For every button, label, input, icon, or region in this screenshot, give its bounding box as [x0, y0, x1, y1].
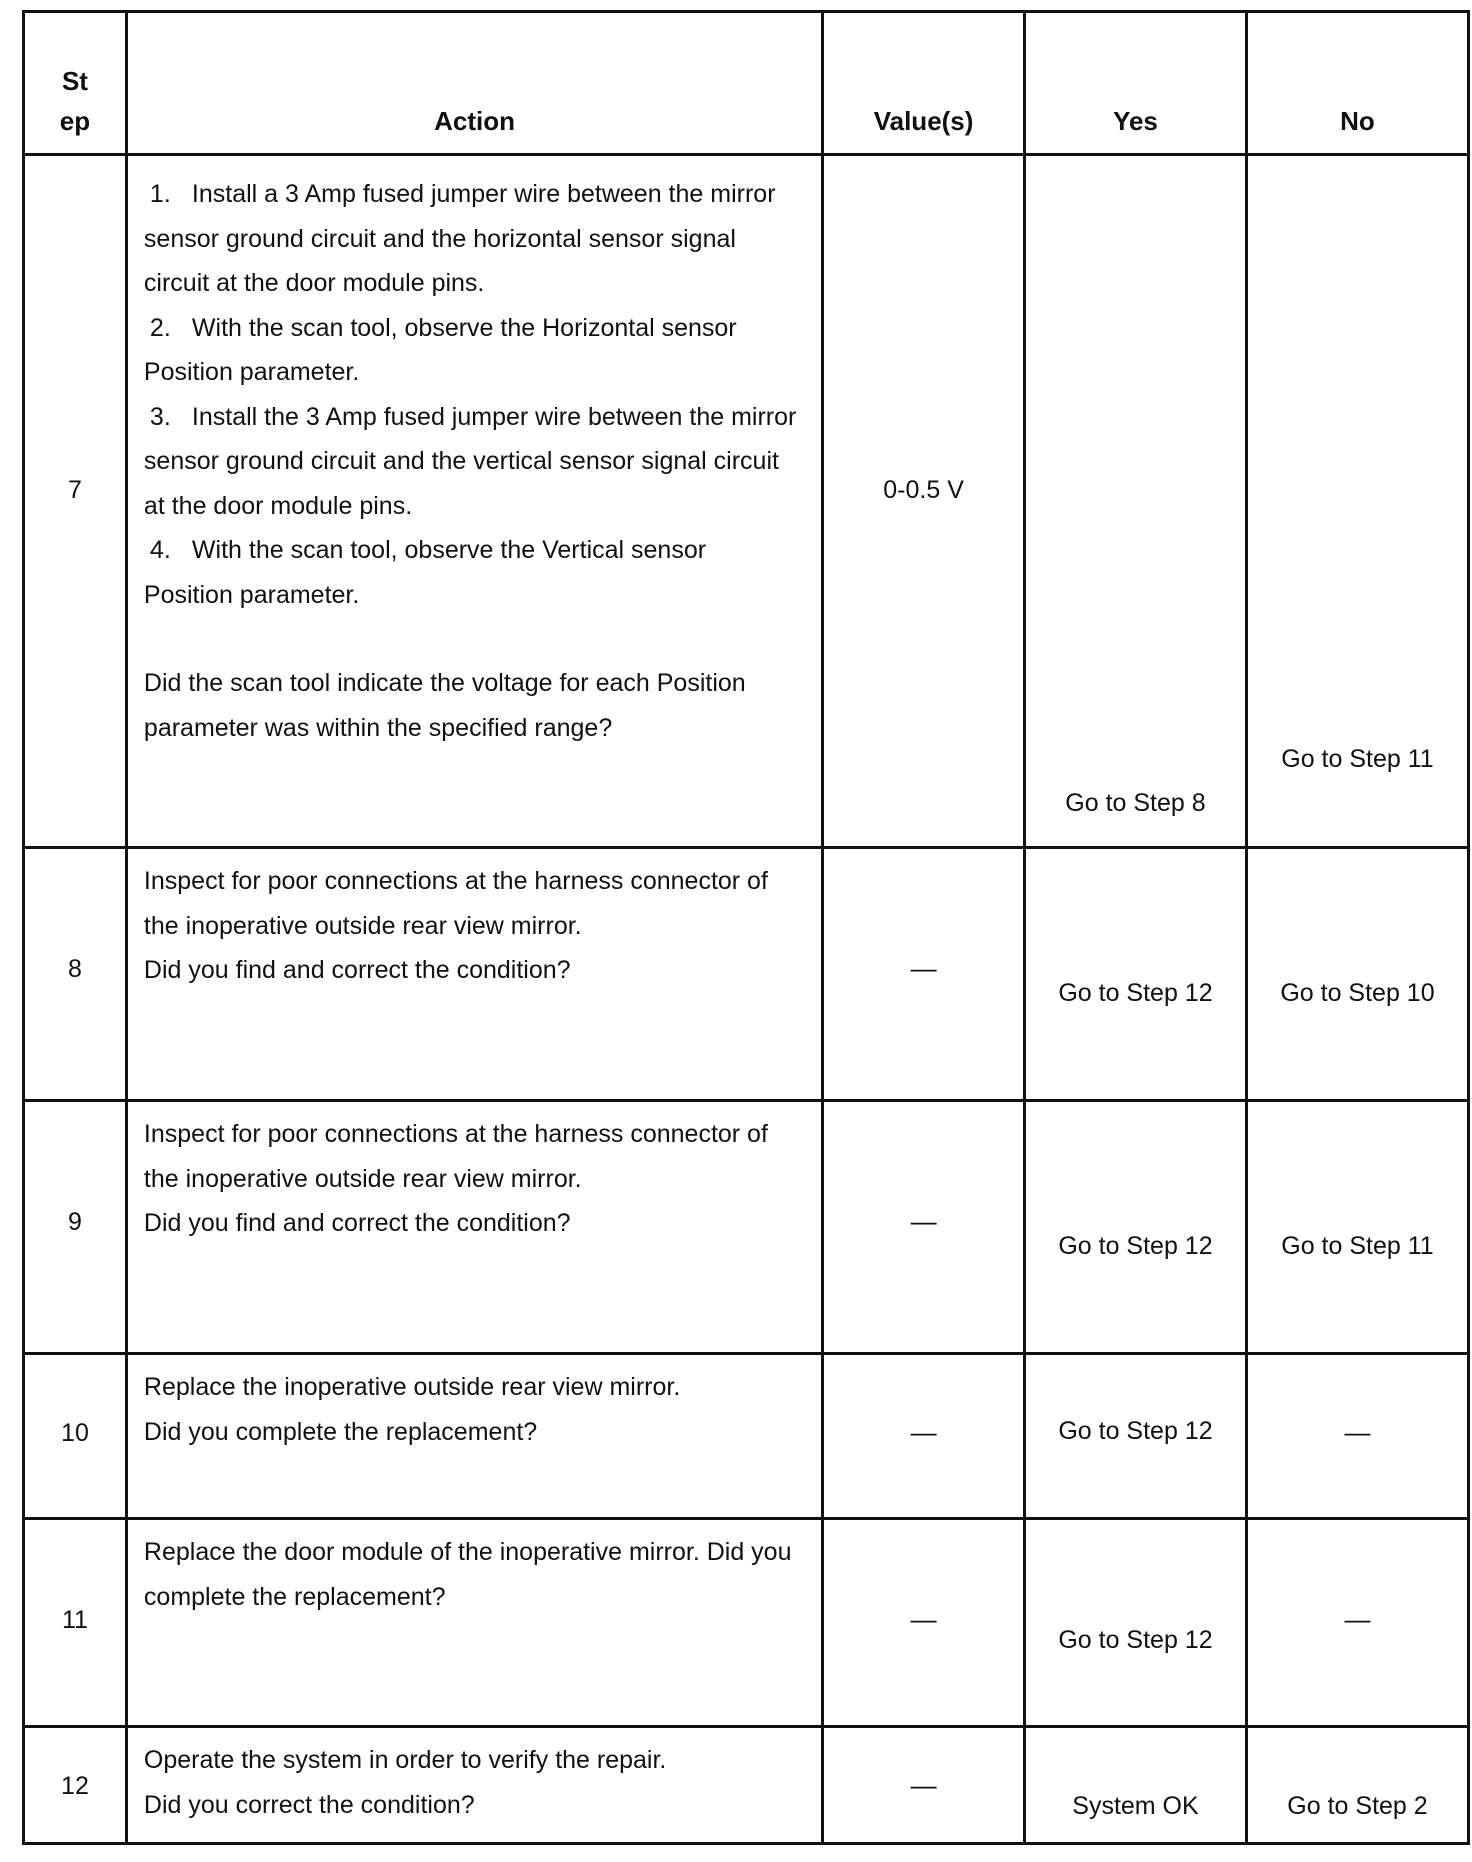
step-cell — [24, 1727, 127, 1844]
yes-cell — [1024, 155, 1246, 848]
value-cell — [823, 848, 1025, 1101]
header-action — [126, 12, 822, 155]
yes-text: Go to Step 8 — [1065, 789, 1206, 817]
action-text: Replace the inoperative outside rear view mirror. Did you complete the replacement? — [143, 1373, 681, 1446]
step-cell — [24, 1519, 127, 1727]
table-row — [24, 1727, 1469, 1844]
header-step — [24, 12, 127, 155]
yes-text: Go to Step 12 — [1058, 1626, 1213, 1654]
no-text: Go to Step 10 — [1280, 979, 1435, 1007]
yes-cell — [1024, 848, 1246, 1101]
value-text: — — [910, 1206, 937, 1236]
value-cell — [823, 1727, 1025, 1844]
no-cell — [1246, 155, 1468, 848]
value-cell — [823, 1519, 1025, 1727]
yes-text: Go to Step 12 — [1058, 1232, 1213, 1260]
header-yes-label: Yes — [1113, 106, 1158, 136]
header-row — [24, 12, 1469, 155]
action-item: 3. Install the 3 Amp fused jumper wire between the mirror sensor ground circuit and the vertical sensor signal circuit at the door module pins. — [143, 402, 797, 520]
yes-cell — [1024, 1727, 1246, 1844]
step-cell — [24, 1101, 127, 1354]
action-cell — [126, 1101, 822, 1354]
value-cell — [823, 1101, 1025, 1354]
no-cell — [1246, 1101, 1468, 1354]
step-number: 8 — [68, 955, 82, 983]
action-question: Did the scan tool indicate the voltage for each Position parameter was within the specified range? — [143, 669, 746, 742]
step-cell — [24, 1354, 127, 1519]
value-text: — — [910, 1770, 937, 1800]
step-number: 10 — [61, 1419, 89, 1447]
action-item: 1. Install a 3 Amp fused jumper wire between the mirror sensor ground circuit and the horizontal sensor signal circuit at the door module pins. — [143, 180, 776, 297]
value-text: — — [910, 1604, 937, 1634]
table-row — [24, 1519, 1469, 1727]
no-text: Go to Step 11 — [1281, 745, 1434, 773]
no-text: — — [1344, 1604, 1371, 1634]
header-no — [1246, 12, 1468, 155]
header-step-label: St ep — [59, 66, 91, 136]
action-cell — [126, 155, 822, 848]
action-item: 2. With the scan tool, observe the Horizontal sensor Position parameter. — [143, 313, 737, 386]
step-number: 9 — [68, 1208, 82, 1236]
yes-cell — [1024, 1519, 1246, 1727]
header-values — [823, 12, 1025, 155]
header-no-label: No — [1340, 106, 1375, 136]
step-number: 7 — [68, 476, 82, 504]
value-cell — [823, 155, 1025, 848]
no-text: Go to Step 2 — [1287, 1792, 1428, 1820]
action-cell — [126, 1727, 822, 1844]
value-text: — — [910, 953, 937, 983]
no-text: — — [1344, 1417, 1371, 1447]
action-text: Operate the system in order to verify the repair. Did you correct the condition? — [143, 1746, 667, 1819]
header-action-label: Action — [434, 106, 515, 136]
yes-text: Go to Step 12 — [1058, 1417, 1213, 1445]
header-yes — [1024, 12, 1246, 155]
action-text — [144, 172, 801, 750]
value-cell — [823, 1354, 1025, 1519]
no-cell — [1246, 848, 1468, 1101]
yes-text: Go to Step 12 — [1058, 979, 1213, 1007]
yes-cell — [1024, 1354, 1246, 1519]
table-row — [24, 848, 1469, 1101]
action-text: Replace the door module of the inoperative mirror. Did you complete the replacement? — [143, 1538, 792, 1611]
diagnostic-table — [22, 10, 1470, 1845]
action-item: 4. With the scan tool, observe the Vertical sensor Position parameter. — [143, 536, 707, 609]
table-row — [24, 1101, 1469, 1354]
yes-cell — [1024, 1101, 1246, 1354]
action-text: Inspect for poor connections at the harness connector of the inoperative outside rear view mirror. Did you find and correct the condition? — [143, 867, 768, 984]
no-cell — [1246, 1727, 1468, 1844]
step-cell — [24, 848, 127, 1101]
step-number: 12 — [61, 1772, 89, 1800]
no-cell — [1246, 1519, 1468, 1727]
value-text: 0-0.5 V — [883, 476, 964, 504]
action-text: Inspect for poor connections at the harness connector of the inoperative outside rear view mirror. Did you find and correct the condition? — [143, 1120, 768, 1237]
no-text: Go to Step 11 — [1281, 1232, 1434, 1260]
header-values-label: Value(s) — [873, 106, 974, 136]
step-cell — [24, 155, 127, 848]
action-cell — [126, 848, 822, 1101]
step-number: 11 — [61, 1606, 88, 1634]
value-text: — — [910, 1417, 937, 1447]
yes-text: System OK — [1072, 1792, 1199, 1820]
table-row — [24, 1354, 1469, 1519]
diagnostic-table-container — [22, 10, 1470, 1855]
table-row — [24, 155, 1469, 848]
action-cell — [126, 1519, 822, 1727]
no-cell — [1246, 1354, 1468, 1519]
action-cell — [126, 1354, 822, 1519]
